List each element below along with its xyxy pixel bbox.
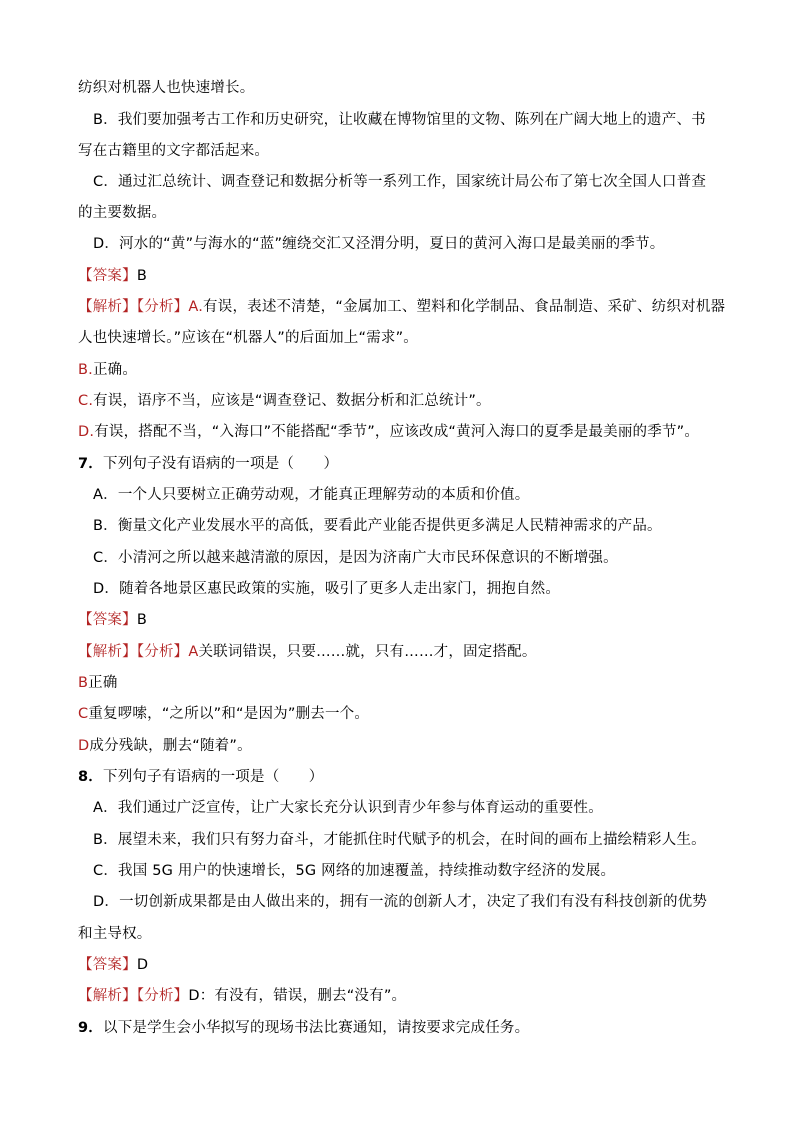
q7-stem [78,454,338,474]
analysis-option-d-text: 有误，搭配不当，“入海口”不能搭配“季节”，应该改成“黄河入海口的夏季是最美丽的季节”。 [94,424,700,440]
analysis-option-c-prefix: C. [78,393,94,409]
q6-option-c-line2: 的主要数据。 [78,205,167,221]
analysis-option-a-prefix: A. [188,299,204,315]
analysis-option-d-prefix: D [78,738,90,754]
question-stem: 下列句子有语病的一项是（ ） [103,769,324,785]
analysis-text: D：有没有，错误，删去“没有”。 [188,988,407,1004]
q6-option-a-continuation: 纺织对机器人也快速增长。 [78,80,255,96]
q6-option-b-line2: 写在古籍里的文字都活起来。 [78,143,270,159]
q8-answer [78,955,148,975]
question-number: 9． [78,1020,103,1036]
answer-tag: 【答案】 [78,612,137,628]
q7-option-b: B．衡量文化产业发展水平的高低，要看此产业能否提供更多满足人民精神需求的产品。 [93,518,662,534]
q7-analysis-b [78,673,118,693]
analysis-option-b-prefix: B [78,675,89,691]
analysis-option-b-text: 正确。 [92,362,138,378]
q6-answer [78,266,147,286]
q8-option-c: C．我国 5G 用户的快速增长，5G 网络的加速覆盖，持续推动数字经济的发展。 [93,863,616,879]
question-stem: 下列句子没有语病的一项是（ ） [103,456,339,472]
analysis-option-d-text: 成分残缺，删去“随着”。 [89,738,252,754]
answer-value: B [136,268,147,284]
analysis-option-a-text: 有误，表述不清楚，“金属加工、塑料和化学制品、食品制造、采矿、纺织对机器 [203,299,726,315]
analysis-tag: 【解析】【分析】 [78,299,189,315]
analysis-option-c-text: 重复啰嗦，“之所以”和“是因为”删去一个。 [88,706,370,722]
analysis-option-a-prefix: A [188,644,199,660]
analysis-tag: 【解析】【分析】 [78,988,189,1004]
question-number: 8． [78,769,103,785]
q7-option-a: A．一个人只要树立正确劳动观，才能真正理解劳动的本质和价值。 [93,487,530,503]
q7-analysis-d [78,736,252,756]
analysis-option-d-prefix: D. [78,424,95,440]
q6-analysis-line2: 人也快速增长。”应该在“机器人”的后面加上“需求”。 [78,330,419,346]
q6-analysis-b [78,360,137,380]
q6-analysis-d [78,422,699,442]
q9-stem [78,1018,529,1038]
answer-value: D [136,957,149,973]
analysis-option-b-text: 正确 [88,675,118,691]
question-number: 7． [78,456,103,472]
q7-option-c: C．小清河之所以越来越清澈的原因，是因为济南广大市民环保意识的不断增强。 [93,550,618,566]
q8-option-a: A．我们通过广泛宣传，让广大家长充分认识到青少年参与体育运动的重要性。 [93,800,603,816]
q6-option-b-line1: B．我们要加强考古工作和历史研究，让收藏在博物馆里的文物、陈列在广阔大地上的遗产、书 [93,112,706,128]
q7-option-d: D．随着各地景区惠民政策的实施，吸引了更多人走出家门，拥抱自然。 [93,581,561,597]
analysis-tag: 【解析】【分析】 [78,644,189,660]
q8-analysis [78,986,406,1006]
q8-stem [78,767,324,787]
analysis-option-c-text: 有误，语序不当，应该是“调查登记、数据分析和汇总统计”。 [93,393,491,409]
q6-analysis-line1 [78,297,725,317]
question-stem: 以下是学生会小华拟写的现场书法比赛通知，请按要求完成任务。 [103,1020,530,1036]
answer-value: B [136,612,147,628]
answer-tag: 【答案】 [78,268,137,284]
q6-analysis-c [78,391,491,411]
q7-analysis-c [78,704,369,724]
answer-tag: 【答案】 [78,957,137,973]
analysis-option-c-prefix: C [78,706,89,722]
analysis-option-b-prefix: B. [78,362,93,378]
q6-option-c-line1: C．通过汇总统计、调查登记和数据分析等一系列工作，国家统计局公布了第七次全国人口普查 [93,174,707,190]
q7-analysis-a [78,642,537,662]
q8-option-d-line2: 和主导权。 [78,926,152,942]
analysis-option-a-text: 关联词错误，只要……就，只有……才，固定搭配。 [198,644,537,660]
q8-option-d-line1: D．一切创新成果都是由人做出来的，拥有一流的创新人才，决定了我们有没有科技创新的优势 [93,894,708,910]
q8-option-b: B．展望未来，我们只有努力奋斗，才能抓住时代赋予的机会，在时间的画布上描绘精彩人生。 [93,832,706,848]
q6-option-d: D．河水的“黄”与海水的“蓝”缠绕交汇又泾渭分明，夏日的黄河入海口是最美丽的季节。 [93,236,665,252]
q7-answer [78,610,147,630]
